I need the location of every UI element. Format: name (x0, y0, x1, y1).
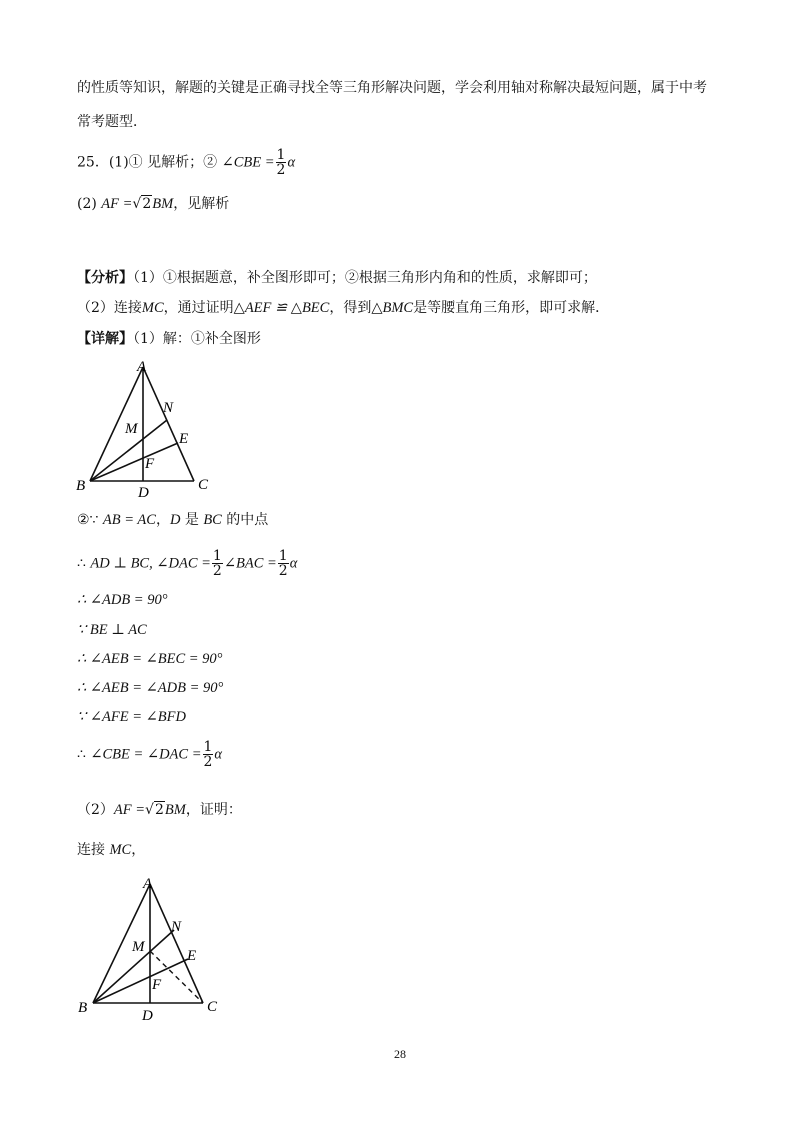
label-n: N (163, 400, 174, 416)
analysis-line-1 (77, 268, 597, 288)
proof-d: D (169, 512, 181, 528)
proof-end: 的中点 (221, 512, 269, 528)
label-d: D (142, 1008, 153, 1024)
proof-step-8 (77, 740, 222, 769)
fraction: $\frac{1}{2}$ (278, 548, 288, 579)
label-m: M (132, 939, 145, 955)
analysis-line-2 (77, 298, 609, 318)
part2-connect-end: ， (131, 842, 146, 858)
part2-expr-right: BM (164, 802, 186, 818)
answer-part2-suffix: ，见解析 (173, 196, 230, 212)
answer-part1-prefix: (1)① 见解析；② (108, 154, 218, 171)
label-n: N (171, 919, 182, 935)
analysis-text-2d: 是等腰直角三角形，即可求解． (413, 300, 610, 316)
proof-expr: α (214, 746, 223, 763)
proof-text: 是 (180, 512, 204, 528)
proof-step-3: ∴ ∠ADB = 90° (77, 592, 168, 608)
label-c: C (198, 477, 209, 493)
answer-part1 (77, 148, 295, 177)
proof-step-1 (77, 510, 268, 530)
answer-part1-expr-right: α (287, 154, 296, 171)
analysis-triangle: △BMC (371, 300, 414, 316)
figure-1 (70, 355, 230, 505)
fraction: $\frac{1}{2}$ (203, 739, 213, 770)
sqrt: √2 (145, 802, 164, 818)
label-e: E (187, 948, 197, 964)
proof-step-2 (77, 549, 297, 578)
part2-mc: MC (109, 842, 132, 858)
part2-prefix: （2） (77, 802, 114, 818)
part2-suffix: ，证明： (185, 802, 242, 818)
analysis-text-1: （1）①根据题意，补全图形即可；②根据三角形内角和的性质，求解即可； (133, 270, 597, 286)
label-a: A (143, 876, 153, 892)
fraction: $\frac{1}{2}$ (212, 548, 222, 579)
proof-prefix: ∴ (77, 555, 91, 572)
proof-expr: AD ⊥ BC, ∠DAC = (90, 555, 211, 572)
label-f: F (145, 456, 155, 472)
answer-part2 (77, 194, 229, 214)
proof-bc: BC (203, 512, 222, 528)
answer-part2-expr-right: BM (152, 196, 174, 212)
part2-connect-text: 连接 (77, 842, 110, 858)
label-e: E (179, 431, 189, 447)
label-b: B (78, 1000, 88, 1016)
figure-2 (70, 868, 240, 1028)
analysis-text-2a: （2）连接 (77, 300, 142, 316)
page-number: 28 (394, 1047, 406, 1061)
label-c: C (207, 999, 218, 1015)
label-b: B (76, 478, 86, 494)
proof-prefix: ∴ (77, 746, 91, 763)
sqrt: √2 (132, 196, 152, 212)
proof-expr: α (289, 555, 298, 572)
detail-line (77, 329, 261, 349)
analysis-mc: MC (141, 300, 164, 316)
proof-sep: ， (155, 512, 170, 528)
proof-prefix: ②∵ (77, 512, 103, 528)
proof-expr: ∠CBE = ∠DAC = (90, 746, 202, 763)
proof-step-4: ∵ BE ⊥ AC (77, 622, 147, 638)
segment-be (93, 959, 188, 1003)
label-m: M (125, 421, 138, 437)
proof-step-5: ∴ ∠AEB = ∠BEC = 90° (77, 651, 223, 667)
label-d: D (138, 485, 149, 501)
analysis-text-2b: ，通过证明 (163, 300, 234, 316)
analysis-congruence: △AEF ≌ △BEC (233, 300, 330, 316)
analysis-text-2c: ，得到 (329, 300, 372, 316)
answer-part2-prefix: (2) (77, 196, 97, 212)
intro-line-1: 的性质等知识，解题的关键是正确寻找全等三角形解决问题，学会利用轴对称解决最短问题，属于中考 (77, 80, 707, 96)
fraction: $\frac{1}{2}$ (276, 147, 286, 178)
part2-expr-left: AF = (113, 802, 146, 818)
part2-connect (77, 840, 145, 860)
detail-text: （1）解：①补全图形 (133, 331, 261, 347)
detail-label: 【详解】 (77, 331, 133, 347)
label-f: F (152, 977, 162, 993)
proof-step-7: ∵ ∠AFE = ∠BFD (77, 709, 186, 725)
segment-be (90, 443, 178, 481)
answer-part1-expr-left: ∠CBE = (221, 154, 275, 171)
proof-step-6: ∴ ∠AEB = ∠ADB = 90° (77, 680, 224, 696)
answer-part2-expr-left: AF = (101, 196, 133, 212)
question-number: 25． (77, 154, 109, 171)
intro-line-2: 常考题型． (77, 114, 147, 130)
proof-expr: AB = AC (102, 512, 156, 528)
label-a: A (137, 359, 147, 375)
proof-expr: ∠BAC = (223, 555, 277, 572)
part2-statement (77, 800, 242, 820)
analysis-label: 【分析】 (77, 270, 133, 286)
